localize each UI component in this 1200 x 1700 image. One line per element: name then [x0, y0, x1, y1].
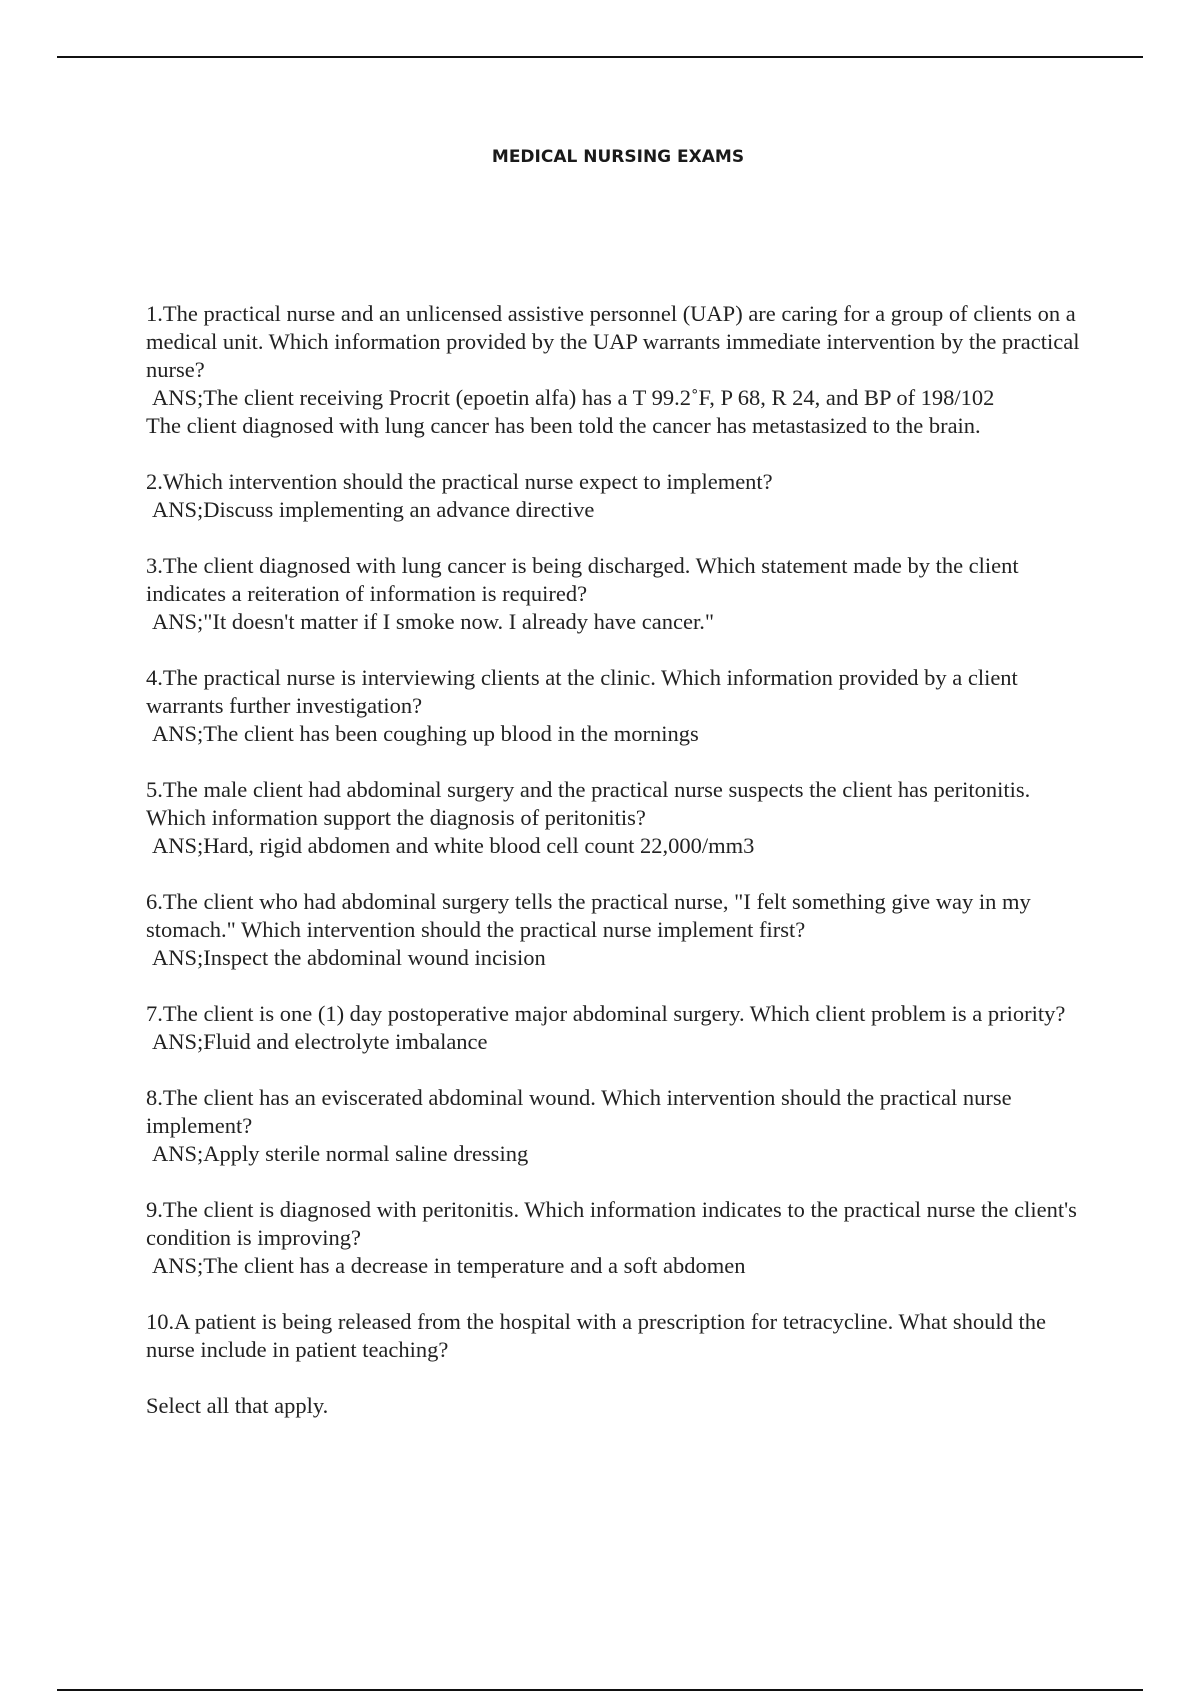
answer-text: ANS;"It doesn't matter if I smoke now. I already have cancer." [152, 609, 715, 634]
answer-text: ANS;The client has been coughing up blood in the mornings [152, 721, 699, 746]
document-body [146, 300, 1092, 1420]
question-item-4 [146, 664, 1092, 748]
question-text: 4.The practical nurse is interviewing clients at the clinic. Which information provided by a client warrants further investigation? [146, 665, 1018, 718]
answer-text: ANS;Apply sterile normal saline dressing [152, 1141, 529, 1166]
question-text: 8.The client has an eviscerated abdominal wound. Which intervention should the practical nurse implement? [146, 1085, 1012, 1138]
instruction-text: Select all that apply. [146, 1393, 329, 1418]
question-item-3 [146, 552, 1092, 636]
question-text: 2.Which intervention should the practical nurse expect to implement? [146, 469, 773, 494]
answer-continued-text: The client diagnosed with lung cancer has been told the cancer has metastasized to the brain. [146, 413, 981, 438]
question-item-2 [146, 468, 1092, 524]
document-title: MEDICAL NURSING EXAMS [491, 147, 745, 167]
question-text: 9.The client is diagnosed with peritonitis. Which information indicates to the practical nurse the client's condition is improving? [146, 1197, 1077, 1250]
question-text: 5.The male client had abdominal surgery and the practical nurse suspects the client has peritonitis. Which information support the diagnosis of peritonitis? [146, 777, 1031, 830]
question-text: 10.A patient is being released from the hospital with a prescription for tetracycline. What should the nurse include in patient teaching? [146, 1309, 1046, 1362]
answer-text: ANS;Hard, rigid abdomen and white blood cell count 22,000/mm3 [152, 833, 755, 858]
top-rule [57, 56, 1143, 58]
question-item-10 [146, 1308, 1092, 1364]
question-text: 6.The client who had abdominal surgery tells the practical nurse, "I felt something give way in my stomach." Which intervention should the practical nurse implement first? [146, 889, 1031, 942]
question-item-8 [146, 1084, 1092, 1168]
answer-text: ANS;Fluid and electrolyte imbalance [152, 1029, 488, 1054]
question-item-1 [146, 300, 1092, 440]
question-item-5 [146, 776, 1092, 860]
answer-text: ANS;The client receiving Procrit (epoetin alfa) has a T 99.2˚F, P 68, R 24, and BP of 198/102 [152, 385, 995, 410]
question-text: 3.The client diagnosed with lung cancer is being discharged. Which statement made by the client indicates a reiteration of information is required? [146, 553, 1019, 606]
answer-text: ANS;The client has a decrease in temperature and a soft abdomen [152, 1253, 746, 1278]
question-text: 7.The client is one (1) day postoperative major abdominal surgery. Which client problem is a priority? [146, 1001, 1066, 1026]
question-item-9 [146, 1196, 1092, 1280]
answer-text: ANS;Discuss implementing an advance directive [152, 497, 595, 522]
question-item-6 [146, 888, 1092, 972]
bottom-rule [57, 1689, 1143, 1691]
question-text: 1.The practical nurse and an unlicensed assistive personnel (UAP) are caring for a group of clients on a medical unit. Which information provided by the UAP warrants immediate intervention by the practical nurse? [146, 301, 1080, 382]
answer-text: ANS;Inspect the abdominal wound incision [152, 945, 546, 970]
question-item-7 [146, 1000, 1092, 1056]
